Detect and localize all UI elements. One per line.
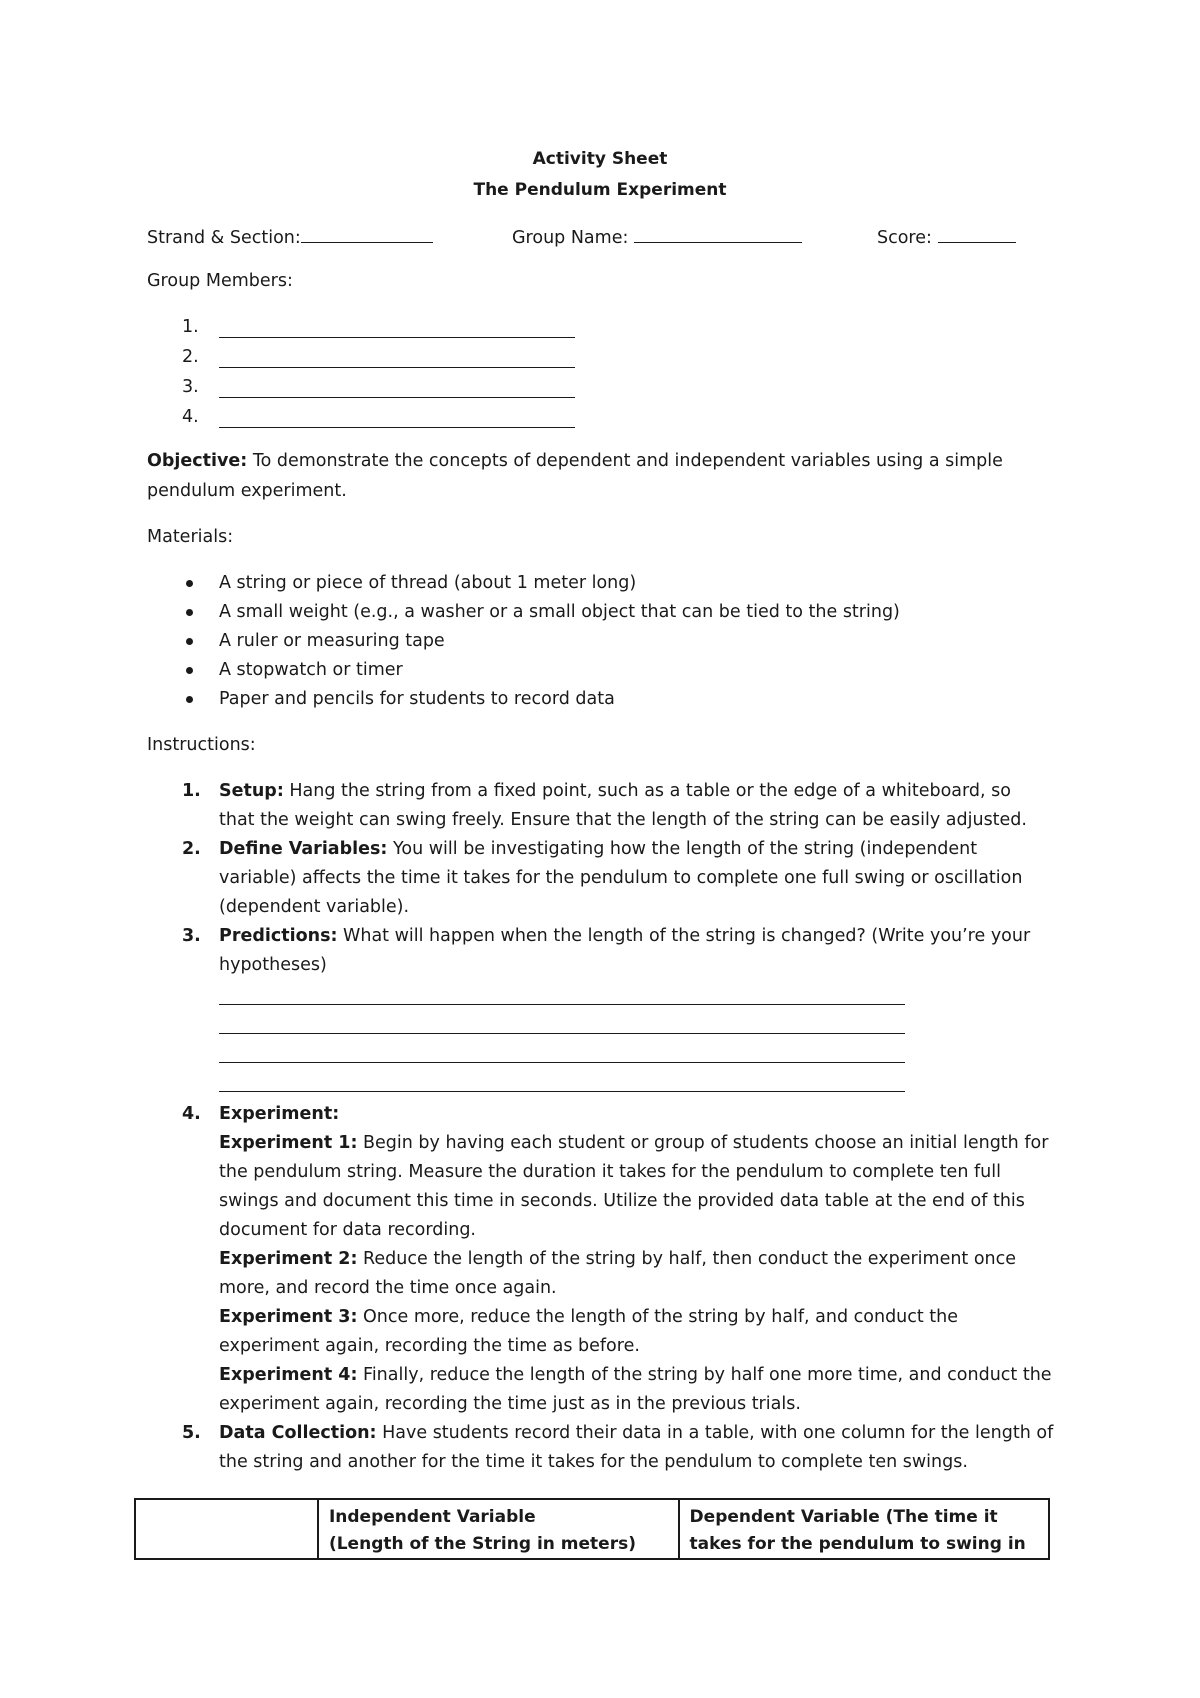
strand-section-field[interactable] [147, 225, 433, 249]
experiment-1-line-2: the pendulum string. Measure the duration it takes for the pendulum to complete ten full [219, 1162, 1001, 1182]
material-item: Paper and pencils for students to record data [219, 689, 615, 709]
objective-label: Objective: [147, 451, 248, 471]
experiment-2-line-2: more, and record the time once again. [219, 1278, 557, 1298]
step-number: 5. [182, 1423, 201, 1443]
materials-label: Materials: [147, 527, 234, 547]
table-header-cell-blank[interactable] [135, 1499, 318, 1559]
experiment-3-line-2: experiment again, recording the time as before. [219, 1336, 640, 1356]
hypothesis-line[interactable] [219, 1004, 905, 1005]
table-header-row [135, 1499, 1049, 1559]
step-number: 2. [182, 839, 201, 859]
experiment-1-line-1 [219, 1132, 1048, 1154]
step-1-text: Hang the string from a fixed point, such as a table or the edge of a whiteboard, so [283, 781, 1011, 801]
dependent-header-line-1: Dependent Variable (The time it [689, 1507, 998, 1527]
bullet-icon [186, 580, 193, 587]
experiment-3-line-1 [219, 1306, 958, 1328]
step-number: 4. [182, 1104, 201, 1124]
step-2-line-2: variable) affects the time it takes for the pendulum to complete one full swing or oscillation [219, 868, 1023, 888]
step-1-label: Setup: [219, 781, 284, 801]
strand-section-label: Strand & Section: [147, 228, 301, 248]
experiment-1-text: Begin by having each student or group of students choose an initial length for [357, 1133, 1049, 1153]
member-line[interactable] [219, 337, 575, 338]
page-subtitle: The Pendulum Experiment [473, 180, 727, 200]
bullet-icon [186, 609, 193, 616]
data-table [134, 1498, 1050, 1560]
group-name-field[interactable] [512, 225, 802, 249]
step-1-line-1 [219, 780, 1011, 802]
member-line[interactable] [219, 397, 575, 398]
step-5-line-1 [219, 1422, 1053, 1444]
material-item: A stopwatch or timer [219, 660, 403, 680]
member-number: 3. [182, 377, 199, 397]
member-number: 4. [182, 407, 199, 427]
experiment-4-text: Finally, reduce the length of the string by half one more time, and conduct the [357, 1365, 1052, 1385]
instructions-label: Instructions: [147, 735, 256, 755]
step-1-line-2: that the weight can swing freely. Ensure that the length of the string can be easily adjusted. [219, 810, 1027, 830]
step-number: 3. [182, 926, 201, 946]
member-line[interactable] [219, 367, 575, 368]
experiment-4-label: Experiment 4: [219, 1365, 358, 1385]
independent-header-line-1: Independent Variable [328, 1507, 536, 1527]
hypothesis-line[interactable] [219, 1062, 905, 1063]
experiment-1-line-3: swings and document this time in seconds. Utilize the provided data table at the end of this [219, 1191, 1025, 1211]
experiment-2-line-1 [219, 1248, 1016, 1270]
step-2-line-3: (dependent variable). [219, 897, 410, 917]
group-name-label: Group Name: [512, 228, 629, 248]
experiment-4-line-1 [219, 1364, 1052, 1386]
bullet-icon [186, 638, 193, 645]
table-header-dependent [679, 1499, 1049, 1559]
step-4-label: Experiment: [219, 1104, 340, 1124]
material-item: A small weight (e.g., a washer or a small object that can be tied to the string) [219, 602, 900, 622]
hypothesis-line[interactable] [219, 1091, 905, 1092]
objective-line-1 [147, 450, 1003, 472]
bullet-icon [186, 696, 193, 703]
step-5-text: Have students record their data in a table, with one column for the length of [376, 1423, 1054, 1443]
step-5-label: Data Collection: [219, 1423, 377, 1443]
group-members-label: Group Members: [147, 271, 293, 291]
step-2-line-1 [219, 838, 977, 860]
strand-section-blank[interactable] [301, 225, 433, 243]
page-title: Activity Sheet [532, 149, 668, 169]
experiment-1-label: Experiment 1: [219, 1133, 358, 1153]
step-3-line-2: hypotheses) [219, 955, 327, 975]
experiment-3-text: Once more, reduce the length of the string by half, and conduct the [357, 1307, 959, 1327]
score-field[interactable] [877, 225, 1016, 249]
step-2-label: Define Variables: [219, 839, 388, 859]
step-5-line-2: the string and another for the time it takes for the pendulum to complete ten swings. [219, 1452, 968, 1472]
experiment-2-text: Reduce the length of the string by half, then conduct the experiment once [357, 1249, 1017, 1269]
group-name-blank[interactable] [634, 225, 802, 243]
experiment-2-label: Experiment 2: [219, 1249, 358, 1269]
step-3-text: What will happen when the length of the string is changed? (Write you’re your [337, 926, 1031, 946]
member-number: 2. [182, 347, 199, 367]
experiment-1-line-4: document for data recording. [219, 1220, 476, 1240]
bullet-icon [186, 667, 193, 674]
objective-text: To demonstrate the concepts of dependent and independent variables using a simple [247, 451, 1003, 471]
material-item: A string or piece of thread (about 1 meter long) [219, 573, 637, 593]
step-number: 1. [182, 781, 201, 801]
step-2-text: You will be investigating how the length of the string (independent [387, 839, 978, 859]
hypothesis-line[interactable] [219, 1033, 905, 1034]
experiment-4-line-2: experiment again, recording the time just as in the previous trials. [219, 1394, 801, 1414]
score-blank[interactable] [938, 225, 1016, 243]
table-header-independent [318, 1499, 679, 1559]
score-label: Score: [877, 228, 932, 248]
member-line[interactable] [219, 427, 575, 428]
independent-header-line-2: (Length of the String in meters) [328, 1534, 636, 1554]
step-3-line-1 [219, 925, 1030, 947]
experiment-3-label: Experiment 3: [219, 1307, 358, 1327]
objective-line-2: pendulum experiment. [147, 481, 347, 501]
material-item: A ruler or measuring tape [219, 631, 445, 651]
dependent-header-line-2: takes for the pendulum to swing in [689, 1534, 1026, 1554]
member-number: 1. [182, 317, 199, 337]
step-3-label: Predictions: [219, 926, 338, 946]
